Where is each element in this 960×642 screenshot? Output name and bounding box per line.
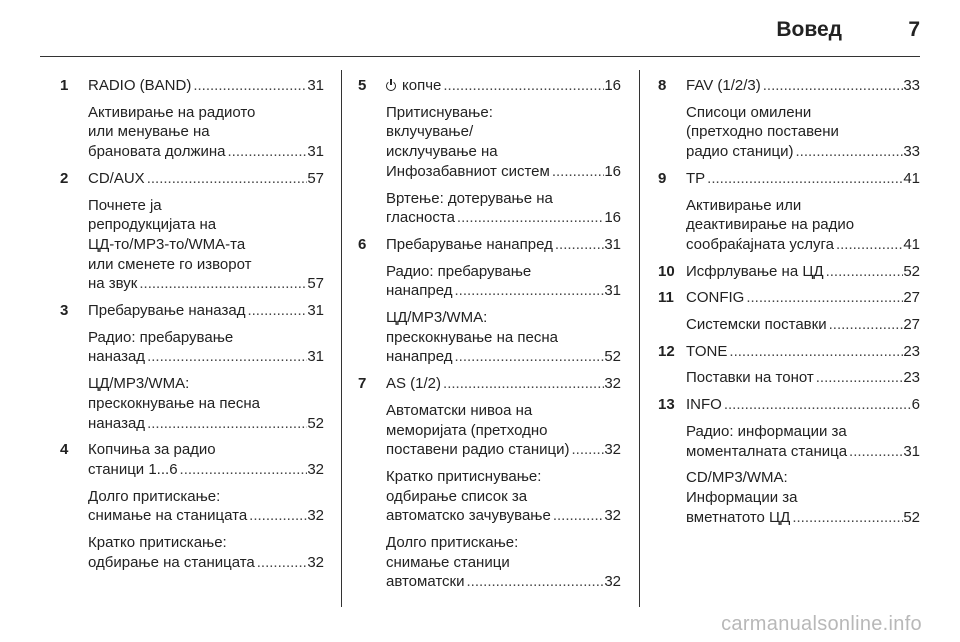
index-line xyxy=(386,374,621,394)
page-ref: 32 xyxy=(307,553,324,571)
entry-gap xyxy=(658,281,920,288)
entry-number: 3 xyxy=(60,302,69,320)
sub-text: Долго притискање: xyxy=(386,534,519,552)
index-line xyxy=(88,274,324,294)
entry-number: 10 xyxy=(658,262,675,280)
index-line xyxy=(386,506,621,526)
index-line xyxy=(686,342,920,362)
column-divider xyxy=(341,70,342,607)
dot-leader xyxy=(727,342,903,362)
dot-leader xyxy=(744,288,903,308)
dot-leader xyxy=(145,414,307,434)
page-ref: 32 xyxy=(307,507,324,525)
entry-text: нанапред xyxy=(386,348,453,366)
dot-leader xyxy=(191,76,307,96)
sub-text: Автоматски нивоа на xyxy=(386,401,533,419)
page-ref: 32 xyxy=(604,573,621,591)
index-line xyxy=(386,76,621,96)
dot-leader xyxy=(145,347,307,367)
sub-text: CD/MP3/WMA: xyxy=(686,469,788,487)
page-ref: 57 xyxy=(307,275,324,293)
dot-leader xyxy=(441,76,604,96)
entry-text: TP xyxy=(686,169,706,187)
dot-leader xyxy=(255,553,308,573)
index-line xyxy=(88,142,324,162)
index-line xyxy=(686,169,920,189)
entry-text: INFO xyxy=(686,396,722,414)
index-entry xyxy=(60,440,324,572)
entry-text: нанапред xyxy=(386,282,453,300)
entry-text: TONE xyxy=(686,342,728,360)
sub-entry xyxy=(686,103,920,162)
page-ref: 31 xyxy=(307,348,324,366)
entry-gap xyxy=(658,255,920,262)
sub-entry xyxy=(686,315,920,335)
dot-leader xyxy=(705,169,903,189)
page-ref: 32 xyxy=(307,460,324,478)
sub-entry xyxy=(386,308,621,367)
entry-text: Пребарување нанапред xyxy=(386,235,553,253)
sub-entry xyxy=(686,196,920,255)
dot-leader xyxy=(550,162,605,182)
sub-entry xyxy=(386,533,621,592)
sub-text: Почнете ја xyxy=(88,196,162,214)
entry-gap xyxy=(358,228,621,235)
index-line xyxy=(88,301,324,321)
sub-text: Притиснување: xyxy=(386,103,493,121)
sub-entry xyxy=(88,103,324,162)
index-entry xyxy=(358,374,621,592)
entry-text: CD/AUX xyxy=(88,169,145,187)
entry-text: моменталната станица xyxy=(686,442,848,460)
entry-gap xyxy=(658,388,920,395)
page-ref: 23 xyxy=(903,342,920,360)
entry-number: 1 xyxy=(60,77,69,94)
entry-text: гласноста xyxy=(386,209,455,227)
sub-text: или сменете го изворот xyxy=(88,255,252,273)
entry-number: 4 xyxy=(60,441,69,459)
page-ref: 52 xyxy=(903,508,920,526)
page-ref: 27 xyxy=(903,316,920,334)
sub-text: Списоци омилени xyxy=(686,103,812,121)
dot-leader xyxy=(847,442,903,462)
entry-text: сообраќајната услуга xyxy=(686,235,834,253)
dot-leader xyxy=(178,460,308,480)
page-ref: 16 xyxy=(604,209,621,227)
sub-text: (претходно поставени xyxy=(686,123,839,141)
entry-text: Копчиња за радио xyxy=(88,441,216,459)
sub-entry xyxy=(88,533,324,572)
power-icon xyxy=(386,81,396,91)
sub-entry xyxy=(88,328,324,367)
index-entry xyxy=(358,235,621,367)
index-entry xyxy=(358,76,621,228)
dot-leader xyxy=(824,262,904,282)
sub-entry xyxy=(386,189,621,228)
index-line xyxy=(88,553,324,573)
sub-text: Активирање или xyxy=(686,196,802,214)
index-line xyxy=(686,288,920,308)
dot-leader xyxy=(722,395,912,415)
sub-text: ЦД/MP3/WMA: xyxy=(88,375,190,393)
index-line xyxy=(386,440,621,460)
page-ref: 52 xyxy=(307,414,324,432)
sub-text: Радио: информации за xyxy=(686,422,847,440)
entry-text: на звук xyxy=(88,275,138,293)
index-line xyxy=(386,572,621,592)
dot-leader xyxy=(569,440,604,460)
dot-leader xyxy=(137,274,307,294)
sub-entry xyxy=(686,468,920,527)
dot-leader xyxy=(790,508,903,528)
page-ref: 32 xyxy=(604,441,621,459)
dot-leader xyxy=(827,315,904,335)
sub-text: Активирање на радиото xyxy=(88,103,256,121)
entry-text: снимање на станицата xyxy=(88,507,248,525)
entry-gap xyxy=(60,294,324,301)
sub-text: Долго притискање: xyxy=(88,487,221,505)
sub-entry xyxy=(386,103,621,182)
sub-text: Кратко притискање: xyxy=(88,534,227,552)
entry-gap xyxy=(658,335,920,342)
entry-text: радио станици) xyxy=(686,143,794,161)
entry-number: 6 xyxy=(358,235,367,253)
sub-text: снимање станици xyxy=(386,553,510,571)
index-entry xyxy=(658,169,920,255)
entry-text: RADIO (BAND) xyxy=(88,77,192,94)
page-ref: 23 xyxy=(903,369,920,387)
sub-text: одбирање список за xyxy=(386,487,528,505)
dot-leader xyxy=(465,572,605,592)
index-column-3 xyxy=(658,76,920,527)
entry-gap xyxy=(658,162,920,169)
sub-text: или менување на xyxy=(88,123,210,141)
dot-leader xyxy=(225,142,307,162)
dot-leader xyxy=(761,76,904,96)
page-ref: 27 xyxy=(903,289,920,307)
entry-gap xyxy=(60,433,324,440)
index-line xyxy=(686,262,920,282)
index-line xyxy=(386,235,621,255)
sub-text: ЦД-то/MP3-то/WMA-та xyxy=(88,235,246,253)
entry-number: 12 xyxy=(658,342,675,360)
dot-leader xyxy=(441,374,604,394)
sub-text: ЦД/MP3/WMA: xyxy=(386,309,488,327)
entry-number: 7 xyxy=(358,375,367,393)
sub-entry xyxy=(686,368,920,388)
index-line xyxy=(386,162,621,182)
index-entry xyxy=(658,395,920,527)
index-line xyxy=(686,235,920,255)
entry-text: брановата должина xyxy=(88,143,226,161)
sub-entry xyxy=(88,196,324,295)
sub-entry xyxy=(686,422,920,461)
index-line xyxy=(686,315,920,335)
index-line xyxy=(88,347,324,367)
sub-text: деактивирање на радио xyxy=(686,216,855,234)
page-title: Вовед xyxy=(776,18,842,41)
entry-text: одбирање на станицата xyxy=(88,553,255,571)
sub-text: исклучување на xyxy=(386,143,498,161)
dot-leader xyxy=(551,506,605,526)
header-rule xyxy=(40,56,920,57)
sub-entry xyxy=(386,401,621,460)
index-line xyxy=(686,142,920,162)
dot-leader xyxy=(145,169,308,189)
dot-leader xyxy=(794,142,904,162)
dot-leader xyxy=(834,235,903,255)
sub-entry xyxy=(88,487,324,526)
entry-text-wrap xyxy=(386,76,441,96)
index-entry xyxy=(658,262,920,282)
entry-number: 13 xyxy=(658,396,675,414)
page-ref: 16 xyxy=(604,162,621,180)
index-entry xyxy=(658,288,920,334)
page-ref: 31 xyxy=(307,143,324,161)
sub-text: Радио: пребарување xyxy=(386,262,532,280)
sub-text: вклучување/ xyxy=(386,123,474,141)
sub-text: Информации за xyxy=(686,488,798,506)
entry-text: наназад xyxy=(88,348,146,366)
sub-entry xyxy=(386,467,621,526)
index-line xyxy=(88,169,324,189)
index-line xyxy=(686,508,920,528)
column-divider xyxy=(639,70,640,607)
page-ref: 52 xyxy=(903,262,920,280)
index-line xyxy=(686,368,920,388)
index-line xyxy=(686,442,920,462)
entry-number: 8 xyxy=(658,77,667,94)
page-ref: 16 xyxy=(604,77,621,94)
index-entry xyxy=(658,342,920,388)
page-ref: 32 xyxy=(604,507,621,525)
entry-text: CONFIG xyxy=(686,289,745,307)
page-ref: 41 xyxy=(903,169,920,187)
entry-text: Системски поставки xyxy=(686,316,827,334)
entry-text: Пребарување наназад xyxy=(88,302,246,320)
entry-text: Инфозабавниот систем xyxy=(386,162,550,180)
page-ref: 31 xyxy=(307,77,324,94)
sub-text: меморијата (претходно xyxy=(386,421,548,439)
index-line xyxy=(386,281,621,301)
entry-text: поставени радио станици) xyxy=(386,441,570,459)
index-line xyxy=(88,506,324,526)
page-ref: 6 xyxy=(911,396,920,414)
index-column-2 xyxy=(358,76,621,592)
page-ref: 33 xyxy=(903,77,920,94)
index-line xyxy=(88,460,324,480)
page-ref: 41 xyxy=(903,235,920,253)
entry-gap xyxy=(60,162,324,169)
index-line xyxy=(386,208,621,228)
entry-number: 11 xyxy=(658,289,674,307)
index-entry xyxy=(658,76,920,162)
entry-text: FAV (1/2/3) xyxy=(686,77,761,94)
page-ref: 31 xyxy=(903,442,920,460)
entry-text: автоматски xyxy=(386,573,465,591)
entry-text: автоматско зачувување xyxy=(386,507,551,525)
entry-number: 2 xyxy=(60,169,69,187)
entry-number: 5 xyxy=(358,77,367,94)
sub-text: Кратко притиснување: xyxy=(386,467,542,485)
index-entry xyxy=(60,301,324,433)
index-line xyxy=(386,347,621,367)
sub-text: прескокнување на песна xyxy=(88,394,260,412)
index-line xyxy=(686,395,920,415)
page-ref: 52 xyxy=(604,348,621,366)
index-line xyxy=(686,76,920,96)
index-line xyxy=(88,414,324,434)
dot-leader xyxy=(455,208,604,228)
dot-leader xyxy=(245,301,307,321)
entry-text: вметнатото ЦД xyxy=(686,508,791,526)
entry-number: 9 xyxy=(658,169,667,187)
page-ref: 31 xyxy=(604,235,621,253)
page-ref: 33 xyxy=(903,143,920,161)
sub-entry xyxy=(386,262,621,301)
dot-leader xyxy=(452,347,604,367)
entry-text: Поставки на тонот xyxy=(686,369,814,387)
index-column-1 xyxy=(60,76,324,572)
dot-leader xyxy=(247,506,307,526)
dot-leader xyxy=(553,235,604,255)
index-entry xyxy=(60,76,324,162)
sub-text: Радио: пребарување xyxy=(88,328,234,346)
index-entry xyxy=(60,169,324,294)
page-ref: 31 xyxy=(604,282,621,300)
dot-leader xyxy=(814,368,904,388)
page-ref: 32 xyxy=(604,375,621,393)
sub-text: репродукцијата на xyxy=(88,216,217,234)
dot-leader xyxy=(452,281,604,301)
index-line xyxy=(88,76,324,96)
sub-text: Вртење: дотерување на xyxy=(386,189,553,207)
entry-text: копче xyxy=(402,77,442,94)
watermark: carmanualsonline.info xyxy=(721,613,922,635)
entry-text: наназад xyxy=(88,414,146,432)
page-ref: 57 xyxy=(307,169,324,187)
entry-text: Исфрлување на ЦД xyxy=(686,262,824,280)
entry-text: станици 1...6 xyxy=(88,460,178,478)
sub-text: прескокнување на песна xyxy=(386,328,558,346)
entry-gap xyxy=(358,367,621,374)
sub-entry xyxy=(88,374,324,433)
entry-text: AS (1/2) xyxy=(386,375,442,393)
page-ref: 31 xyxy=(307,302,324,320)
page-number: 7 xyxy=(908,18,920,41)
